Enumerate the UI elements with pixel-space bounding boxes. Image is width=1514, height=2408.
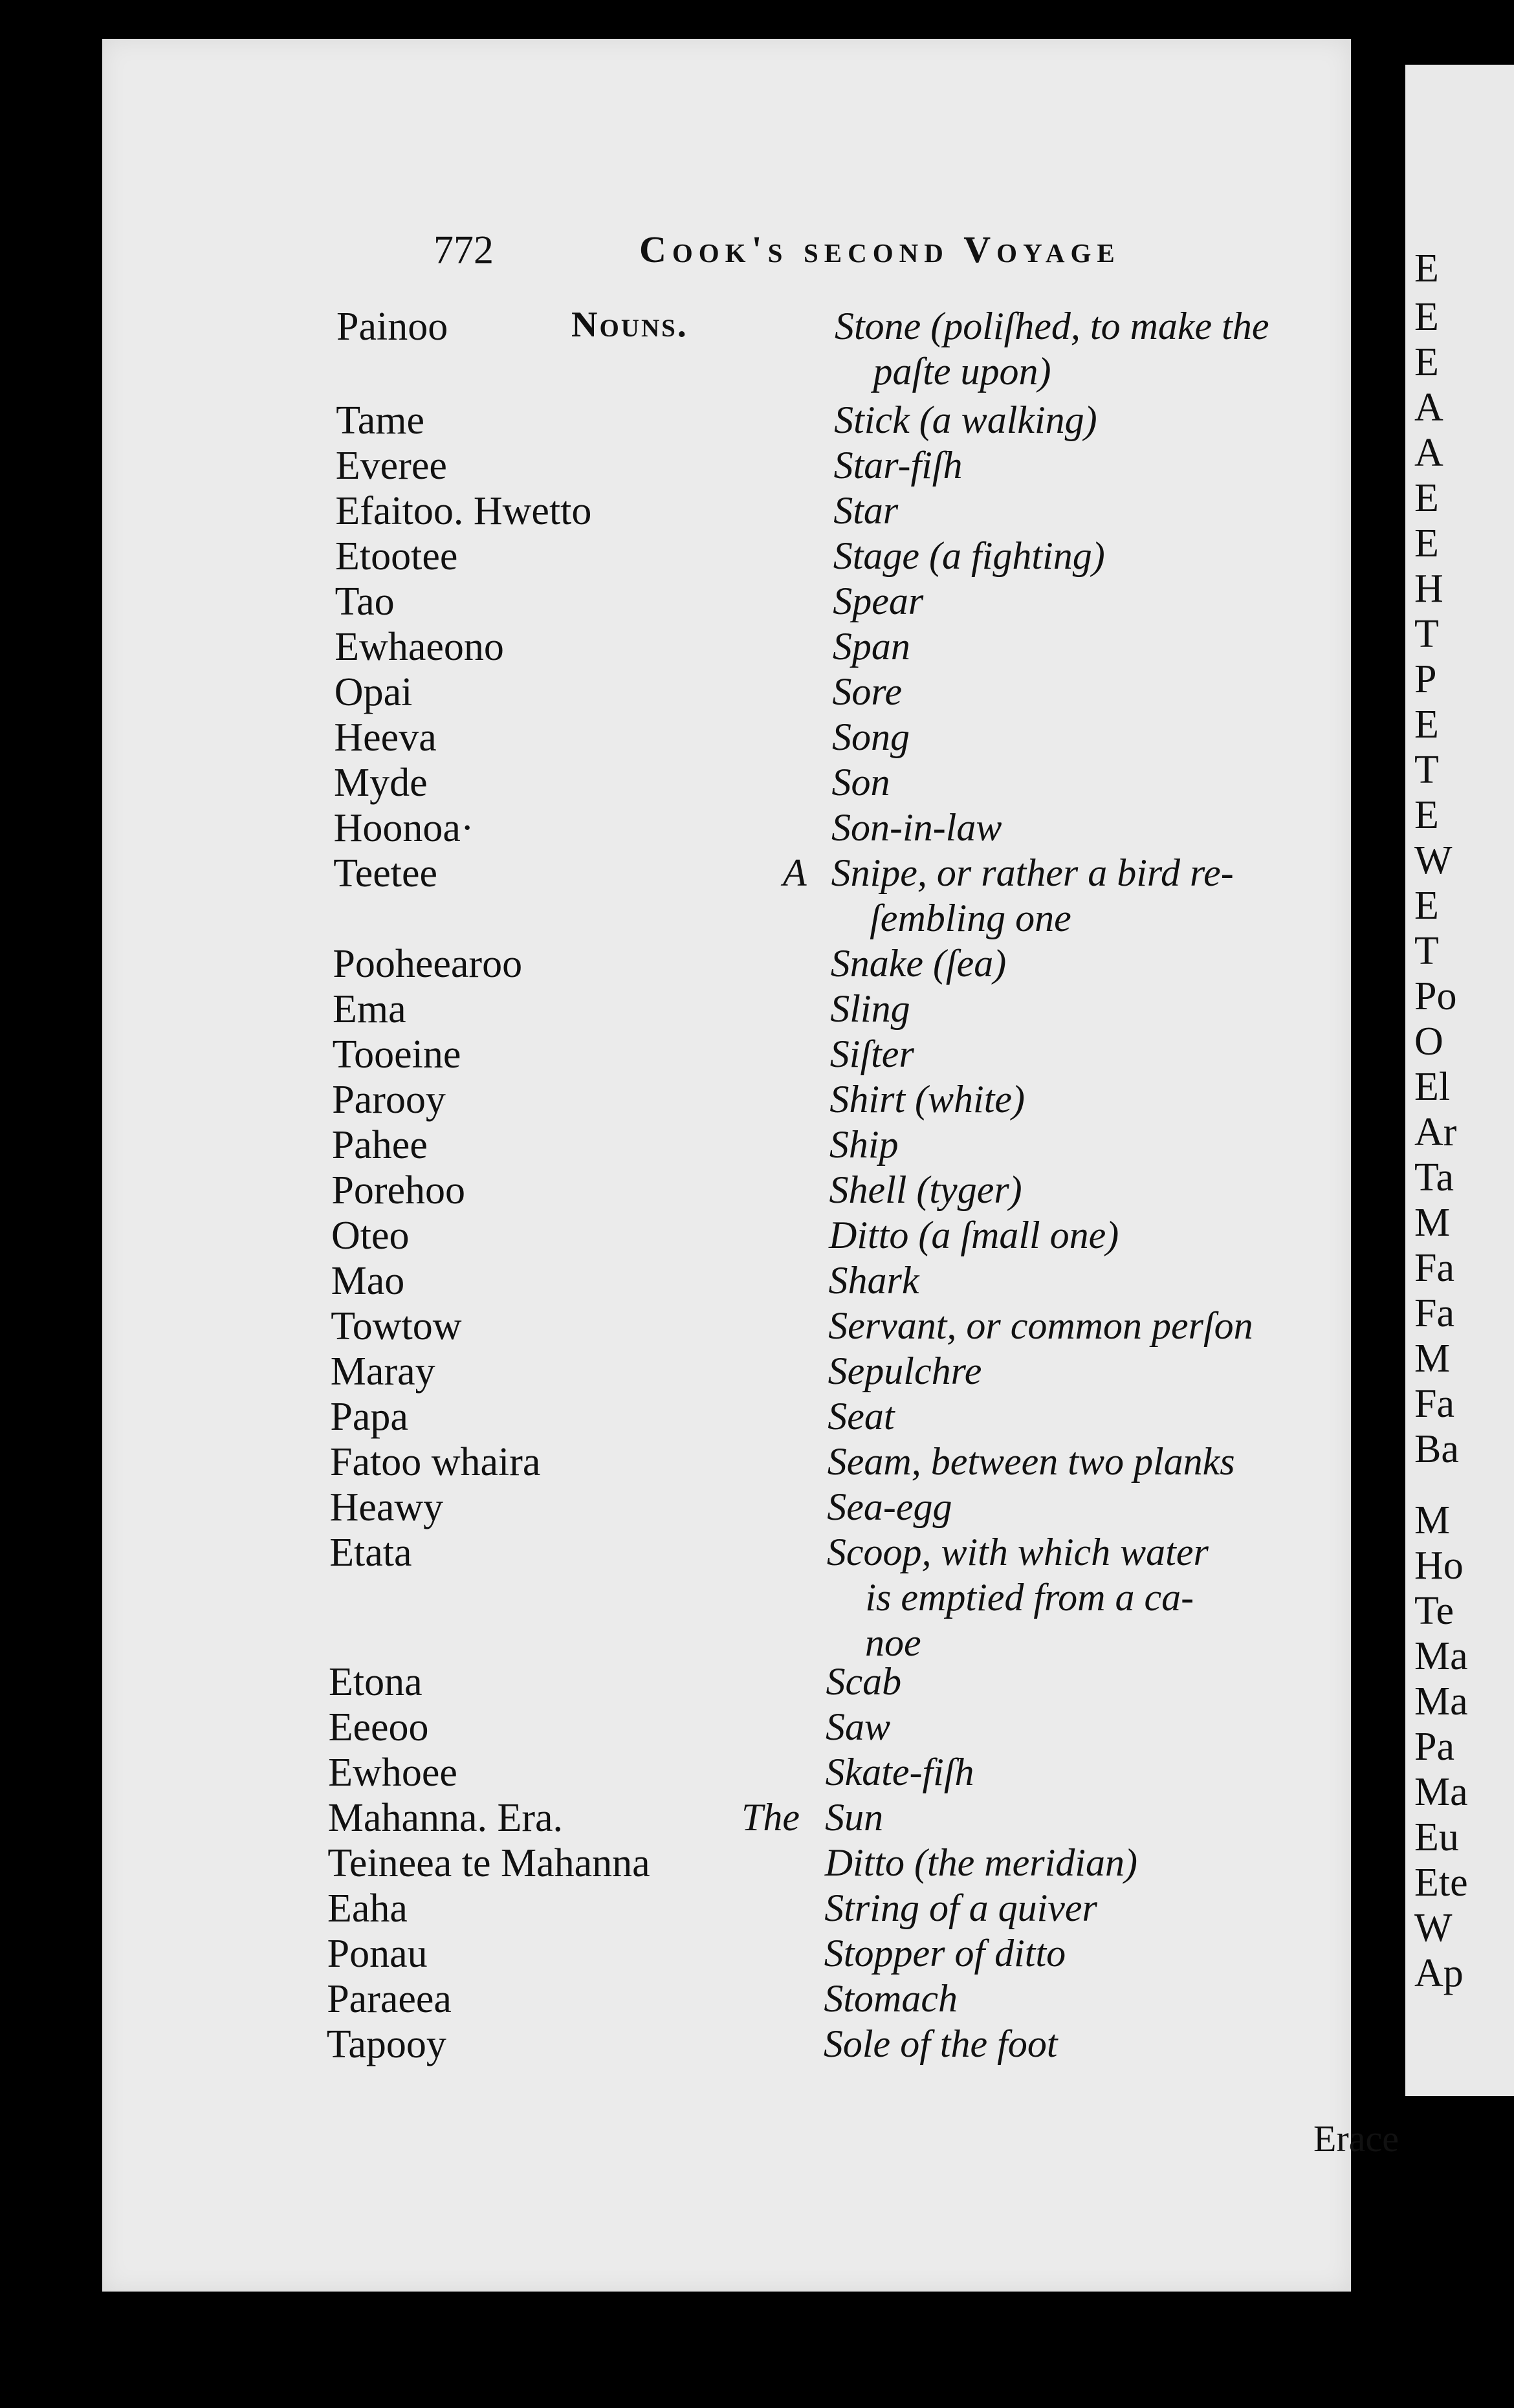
native-word: Tapooy [326, 2022, 446, 2066]
native-word: Eaha [327, 1887, 408, 1931]
english-meaning: Seat [828, 1395, 895, 1438]
vocabulary-row [102, 1213, 1351, 1258]
adjacent-page-fragment: El [1414, 1065, 1451, 1109]
adjacent-page-fragment: Po [1414, 974, 1457, 1018]
english-meaning: Sea-egg [827, 1485, 952, 1528]
english-meaning: Shell (tyger) [829, 1168, 1022, 1211]
adjacent-page-fragment: Fa [1414, 1246, 1454, 1290]
vocabulary-row [102, 1168, 1351, 1213]
vocabulary-row [102, 488, 1351, 534]
vocabulary-row [102, 579, 1351, 624]
english-meaning: Shark [828, 1259, 919, 1302]
english-meaning: Star-fiſh [833, 444, 963, 487]
adjacent-page-fragment: Ta [1414, 1155, 1454, 1199]
english-meaning: Ship [829, 1123, 899, 1166]
english-meaning: Son [831, 761, 890, 804]
english-meaning: Sling [830, 987, 910, 1030]
english-meaning: Stone (poliſhed, to make the [835, 305, 1269, 347]
running-title: Cook's second Voyage [639, 228, 1121, 270]
adjacent-page-fragment: T [1414, 748, 1439, 792]
native-word: Painoo [336, 305, 448, 349]
vocabulary-row [102, 1575, 1351, 1621]
english-meaning: Son-in-law [831, 806, 1002, 849]
adjacent-page-fragment: A [1414, 386, 1443, 430]
native-word: Porehoo [331, 1168, 466, 1212]
vocabulary-row [102, 1750, 1351, 1795]
adjacent-page-fragment: Ho [1414, 1544, 1464, 1588]
adjacent-page-fragment: P [1414, 657, 1437, 701]
adjacent-page-fragment: E [1414, 521, 1439, 565]
english-meaning: ſembling one [870, 897, 1071, 939]
vocabulary-row [102, 1349, 1351, 1394]
native-word: Opai [334, 670, 413, 714]
native-word: Maray [330, 1350, 435, 1394]
vocabulary-row [102, 534, 1351, 579]
vocabulary-row [102, 2022, 1351, 2067]
adjacent-page-fragment: Ar [1414, 1110, 1457, 1154]
native-word: Heeva [334, 716, 437, 760]
english-meaning: Seam, between two planks [827, 1440, 1235, 1483]
adjacent-page-fragment: E [1414, 340, 1439, 384]
vocabulary-row [102, 304, 1351, 349]
native-word: Etona [329, 1660, 422, 1704]
vocabulary-row [102, 851, 1351, 896]
vocabulary-row [102, 941, 1351, 987]
english-meaning: Skate-fiſh [825, 1751, 974, 1793]
english-meaning: String of a quiver [824, 1887, 1097, 1929]
vocabulary-row [102, 1886, 1351, 1931]
english-meaning: Span [832, 625, 910, 668]
adjacent-page-fragment: W [1414, 1906, 1453, 1950]
native-word: Everee [335, 444, 447, 488]
english-meaning: Stomach [824, 1977, 958, 2020]
vocabulary-row [102, 715, 1351, 760]
section-title: Nouns. [571, 305, 688, 345]
adjacent-page-edge [1405, 65, 1514, 2096]
adjacent-page-fragment: E [1414, 246, 1439, 290]
adjacent-page-fragment: Fa [1414, 1291, 1454, 1335]
vocabulary-row [102, 1705, 1351, 1750]
adjacent-page-fragment: Ma [1414, 1680, 1468, 1724]
adjacent-page-fragment: Pa [1414, 1725, 1454, 1769]
native-word: Hoonoa· [333, 806, 474, 850]
english-meaning: Sepulchre [828, 1350, 982, 1392]
adjacent-page-fragment: W [1414, 838, 1453, 882]
vocabulary-row [102, 1659, 1351, 1705]
english-meaning: Scoop, with which water [826, 1531, 1209, 1573]
article-prefix: A [783, 851, 807, 894]
native-word: Myde [334, 761, 428, 805]
native-word: Mahanna. Era. [327, 1796, 564, 1840]
vocabulary-row [102, 624, 1351, 670]
adjacent-page-fragment: E [1414, 295, 1439, 339]
adjacent-page-fragment: H [1414, 567, 1443, 611]
vocabulary-row [102, 760, 1351, 805]
adjacent-page-fragment: A [1414, 431, 1443, 475]
catchword: Erace [1313, 2118, 1399, 2160]
english-meaning: Scab [826, 1660, 902, 1703]
adjacent-page-fragment: Ba [1414, 1427, 1459, 1471]
adjacent-page-fragment: T [1414, 612, 1439, 656]
native-word: Pooheearoo [333, 942, 523, 986]
vocabulary-row [102, 1485, 1351, 1530]
vocabulary-row [102, 987, 1351, 1032]
native-word: Tooeine [332, 1033, 461, 1077]
adjacent-page-fragment: Fa [1414, 1382, 1454, 1426]
english-meaning: Siſter [829, 1033, 914, 1075]
english-meaning: Stopper of ditto [824, 1932, 1066, 1975]
native-word: Teineea te Mahanna [327, 1841, 650, 1885]
adjacent-page-fragment: O [1414, 1020, 1443, 1064]
english-meaning: Snipe, or rather a bird re- [831, 851, 1234, 894]
vocabulary-row [102, 1795, 1351, 1841]
english-meaning: is emptied from a ca- [865, 1576, 1194, 1619]
english-meaning: Stick (a walking) [834, 399, 1097, 441]
adjacent-page-fragment: T [1414, 929, 1439, 973]
vocabulary-row [102, 349, 1351, 395]
native-word: Ponau [327, 1932, 428, 1976]
english-meaning: Snake (ſea) [830, 942, 1007, 985]
vocabulary-row [102, 1258, 1351, 1304]
article-prefix: The [741, 1796, 800, 1839]
english-meaning: Ditto (the meridian) [824, 1841, 1137, 1884]
vocabulary-row [102, 1530, 1351, 1575]
english-meaning: Sore [832, 670, 903, 713]
vocabulary-row [102, 1077, 1351, 1122]
vocabulary-row [102, 1394, 1351, 1439]
native-word: Tao [335, 580, 395, 624]
adjacent-page-fragment: E [1414, 703, 1439, 747]
vocabulary-row [102, 1304, 1351, 1349]
english-meaning: Saw [826, 1705, 891, 1748]
english-meaning: Star [833, 489, 899, 532]
native-word: Tame [336, 399, 424, 443]
english-meaning: Stage (a fighting) [833, 534, 1105, 577]
native-word: Efaitoo. Hwetto [335, 489, 592, 533]
native-word: Ewhaeono [335, 625, 504, 669]
english-meaning: Sole of the foot [823, 2022, 1058, 2065]
book-page [102, 39, 1399, 2292]
adjacent-page-fragment: Ap [1414, 1951, 1464, 1995]
page-number: 772 [433, 228, 494, 272]
native-word: Towtow [331, 1304, 462, 1348]
adjacent-page-fragment: E [1414, 476, 1439, 520]
adjacent-page-fragment: M [1414, 1498, 1451, 1542]
native-word: Oteo [331, 1214, 410, 1258]
vocabulary-row [102, 1122, 1351, 1168]
adjacent-page-fragment: Ma [1414, 1634, 1468, 1678]
native-word: Etata [329, 1531, 412, 1575]
native-word: Eeeoo [328, 1705, 429, 1749]
adjacent-page-fragment: Te [1414, 1589, 1454, 1633]
native-word: Mao [331, 1259, 405, 1303]
vocabulary-row [102, 1841, 1351, 1886]
english-meaning: paſte upon) [873, 350, 1051, 393]
adjacent-page-fragment: M [1414, 1337, 1451, 1381]
native-word: Heawy [329, 1485, 444, 1529]
vocabulary-row [102, 805, 1351, 851]
native-word: Teetee [333, 851, 438, 895]
native-word: Ewhoee [328, 1751, 457, 1795]
vocabulary-row [102, 670, 1351, 715]
adjacent-page-fragment: E [1414, 884, 1439, 928]
english-meaning: Sun [825, 1796, 884, 1839]
english-meaning: Ditto (a ſmall one) [829, 1214, 1119, 1256]
native-word: Fatoo whaira [330, 1440, 541, 1484]
vocabulary-row [102, 443, 1351, 488]
vocabulary-row [102, 1976, 1351, 2022]
english-meaning: Servant, or common perſon [828, 1304, 1253, 1347]
adjacent-page-fragment: Eu [1414, 1815, 1459, 1859]
adjacent-page-fragment: M [1414, 1201, 1451, 1245]
vocabulary-row [102, 1032, 1351, 1077]
english-meaning: Spear [833, 580, 924, 622]
english-meaning: noe [864, 1621, 921, 1664]
adjacent-page-fragment: Ete [1414, 1861, 1468, 1905]
english-meaning: Shirt (white) [829, 1078, 1025, 1121]
native-word: Ema [333, 987, 406, 1031]
native-word: Parooy [332, 1078, 446, 1122]
adjacent-page-fragment: Ma [1414, 1770, 1468, 1814]
vocabulary-row [102, 1931, 1351, 1976]
vocabulary-row [102, 896, 1351, 941]
adjacent-page-fragment: E [1414, 793, 1439, 837]
native-word: Etootee [335, 534, 458, 578]
english-meaning: Song [831, 716, 910, 758]
native-word: Paraeea [327, 1977, 452, 2021]
vocabulary-row [102, 1439, 1351, 1485]
vocabulary-row [102, 398, 1351, 443]
native-word: Papa [330, 1395, 408, 1439]
native-word: Pahee [331, 1123, 428, 1167]
